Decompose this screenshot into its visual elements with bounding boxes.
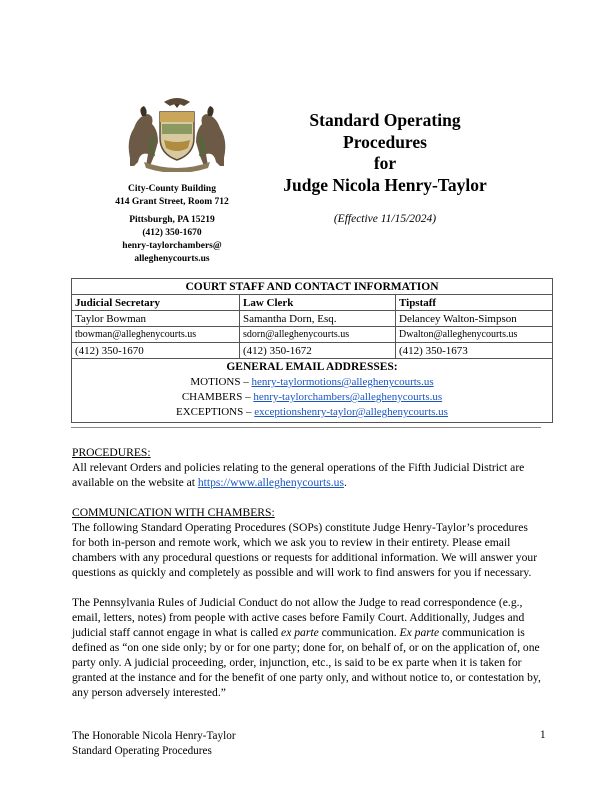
title-line: Judge Nicola Henry-Taylor: [283, 174, 487, 195]
divider: [71, 427, 541, 428]
table-cell: (412) 350-1673: [396, 343, 553, 359]
document-title: [260, 110, 510, 196]
paragraph-text: The Pennsylvania Rules of Judicial Conduct do not allow the Judge to read correspondence (e.g., email, letters, notes) from people with active cases before Family Court. Additionally, Judges and judicial staff cannot engage in what is called: [72, 596, 525, 639]
chambers-email-link[interactable]: henry-taylorchambers@alleghenycourts.us: [253, 391, 443, 403]
address-phone: (412) 350-1670: [142, 228, 202, 238]
column-header: Judicial Secretary: [72, 295, 240, 311]
table-row: [72, 311, 553, 327]
title-line: for: [373, 153, 397, 173]
general-email-addresses: [72, 359, 553, 423]
pennsylvania-seal-icon: [124, 96, 230, 172]
paragraph-text: .: [343, 476, 347, 489]
paragraph-text: All relevant Orders and policies relating to the general operations of the Fifth Judicial District are available on the website at: [72, 461, 525, 489]
staff-contact-table: [71, 278, 553, 423]
procedures-paragraph: [72, 460, 544, 490]
page-number: 1: [540, 729, 546, 741]
italic-term: ex parte: [281, 626, 319, 639]
motions-email-link[interactable]: henry-taylormotions@alleghenycourts.us: [251, 376, 434, 388]
email-label: CHAMBERS –: [181, 391, 254, 403]
footer-line: Standard Operating Procedures: [72, 745, 212, 757]
procedures-heading: PROCEDURES:: [72, 446, 151, 459]
general-email-line: [75, 390, 549, 405]
website-link[interactable]: https://www.alleghenycourts.us: [197, 476, 344, 489]
table-cell: (412) 350-1672: [240, 343, 396, 359]
effective-date: (Effective 11/15/2024): [333, 213, 437, 225]
email-label: EXCEPTIONS –: [176, 406, 255, 418]
column-header: Law Clerk: [240, 295, 396, 311]
ex-parte-paragraph: [72, 595, 544, 700]
address-line: City-County Building: [128, 184, 216, 194]
address-line: 414 Grant Street, Room 712: [115, 197, 229, 207]
title-line: Standard Operating: [309, 110, 461, 130]
table-cell: (412) 350-1670: [72, 343, 240, 359]
table-row: [72, 343, 553, 359]
email-label: MOTIONS –: [190, 376, 252, 388]
address-email: henry-taylorchambers@: [122, 241, 222, 251]
general-email-heading: GENERAL EMAIL ADDRESSES:: [226, 361, 398, 373]
table-cell: Samantha Dorn, Esq.: [240, 311, 396, 327]
communication-heading: COMMUNICATION WITH CHAMBERS:: [72, 506, 275, 519]
communication-paragraph: The following Standard Operating Procedures (SOPs) constitute Judge Henry-Taylor’s procedures for both in-person and remote work, which we ask you to review in their entirety. Please email chambers with any procedural questions or requests for additional information. We will answer your questions as quickly and completely as possible and will work to find answers for you if necessary.: [72, 521, 538, 579]
footer-line: The Honorable Nicola Henry-Taylor: [72, 730, 236, 742]
table-cell: sdorn@alleghenycourts.us: [240, 327, 396, 343]
table-row: [72, 327, 553, 343]
general-email-line: [75, 375, 549, 390]
table-cell: Dwalton@alleghenycourts.us: [396, 327, 553, 343]
general-email-line: [75, 405, 549, 420]
table-heading: COURT STAFF AND CONTACT INFORMATION: [72, 279, 553, 295]
table-cell: Taylor Bowman: [72, 311, 240, 327]
page-footer: [72, 729, 236, 759]
title-line: Procedures: [343, 131, 427, 152]
exceptions-email-link[interactable]: exceptionshenry-taylor@alleghenycourts.us: [254, 406, 448, 418]
document-body: [72, 445, 544, 700]
column-header: Tipstaff: [396, 295, 553, 311]
address-email: alleghenycourts.us: [134, 254, 210, 264]
paragraph-text: communication is defined as “on one side only; by or for one party; done for, on behalf of, or on the application of, one party only. A judicial proceeding, order, injunction, etc., is said to be ex parte when it is taken for granted at the instance and for the benefit of one party only, and without notice to, or contestation by, any person adversely interested.”: [72, 626, 541, 699]
address-line: Pittsburgh, PA 15219: [129, 215, 215, 225]
table-cell: Delancey Walton-Simpson: [396, 311, 553, 327]
chambers-address: [100, 183, 244, 266]
paragraph-text: communication.: [318, 626, 400, 639]
italic-term: Ex parte: [399, 626, 440, 639]
table-cell: tbowman@alleghenycourts.us: [72, 327, 240, 343]
